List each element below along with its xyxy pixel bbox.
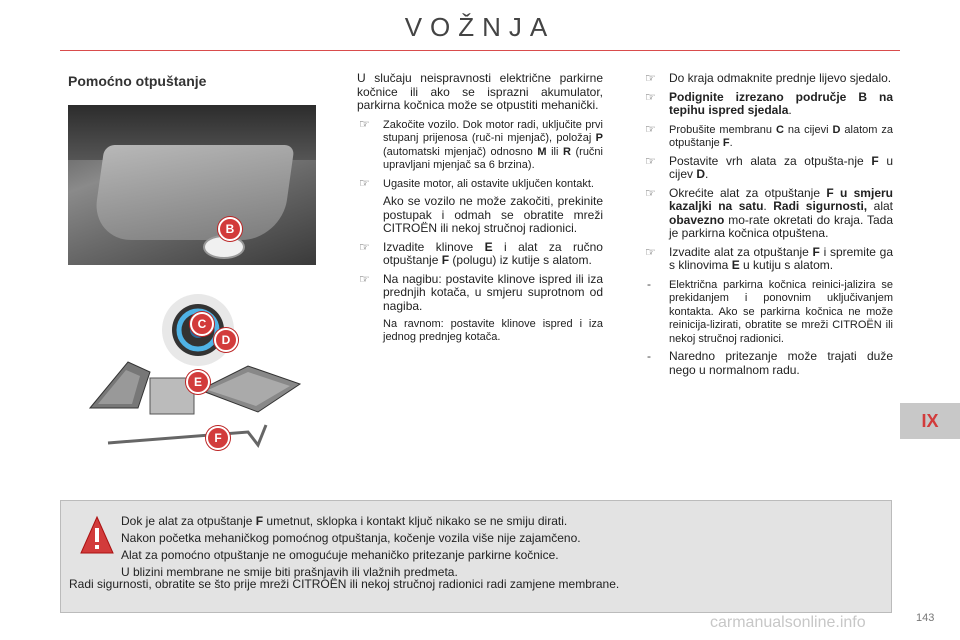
label-d-badge: D	[214, 328, 238, 352]
hand-pointer-icon: ☞	[359, 175, 370, 190]
warning-line-2: Nakon početka mehaničkog pomoćnog otpuštanja, kočenje vozila više nije zajamčeno.	[121, 531, 581, 545]
note-next-tightening: - Naredno pritezanje može trajati duže nego u normalnom radu.	[647, 349, 893, 377]
warning-line-5: Radi sigurnosti, obratite se što prije mreži CITROËN ili nekoj stručnoj radionici radi zamjene membrane.	[69, 577, 620, 591]
carpet-photo	[68, 105, 316, 265]
watermark: carmanualsonline.info	[710, 614, 866, 631]
note-reinitialize: - Električna parkirna kočnica reinici-jalizira se prekidanjem i ponovnim uključivanjem kontakta. Ako se parkirna kočnica ne može reinicija-lizirati, obratite se mreži CITROËN ili nekoj stručnoj radionici.	[647, 276, 893, 345]
warning-box	[60, 500, 892, 613]
hand-pointer-icon: ☞	[359, 239, 370, 254]
step-turn-tool: ☞ Okrećite alat za otpuštanje F u smjeru kazaljki na satu. Radi sigurnosti, alat obavezno mo-rate okretati do kraja. Tada je parkirna kočnica otpuštena.	[645, 185, 893, 240]
hand-pointer-icon: ☞	[645, 71, 656, 85]
release-tool	[108, 425, 266, 445]
instructions-column-2	[643, 72, 893, 382]
intro-paragraph: U slučaju neispravnosti električne parkirne kočnice ili ako se isprazni akumulator, parkirna kočnica može se otpustiti mehanički.	[357, 71, 603, 112]
photo-carpet-flap	[91, 145, 294, 240]
hand-pointer-icon: ☞	[645, 121, 656, 136]
hand-pointer-icon: ☞	[645, 244, 656, 259]
warning-line-3: Alat za pomoćno otpuštanje ne omogućuje mehaničko pritezanje parkirne kočnice.	[121, 548, 559, 562]
warning-line-1: Dok je alat za otpuštanje F umetnut, sklopka i kontakt ključ nikako se ne smiju dirati.	[121, 514, 568, 528]
step-remove-tool: ☞ Izvadite alat za otpuštanje F i spremite ga s klinovima E u kutiju s alatom.	[645, 244, 894, 272]
tools-illustration	[68, 280, 316, 470]
note-cannot-brake: Ako se vozilo ne može zakočiti, prekinite postupak i odmah se obratite mreži CITROËN ili nekoj stručnoj radionici.	[383, 194, 603, 235]
chapter-tab: IX	[900, 403, 960, 439]
note-flat-ground: Na ravnom: postavite klinove ispred i iza jednog prednjeg kotača.	[383, 318, 603, 343]
step-lift-carpet: ☞ Podignite izrezano područje B na tepihu ispred sjedala.	[645, 89, 893, 117]
label-b-badge: B	[218, 217, 242, 241]
label-f-badge: F	[206, 426, 230, 450]
hand-pointer-icon: ☞	[645, 89, 656, 104]
hand-pointer-icon: ☞	[359, 116, 370, 131]
warning-icon	[79, 515, 115, 555]
step-slope-wedges: ☞ Na nagibu: postavite klinove ispred ili iza prednjih kotača, u smjeru suprotnom od nagiba.	[359, 271, 603, 313]
page-number: 143	[916, 612, 935, 624]
instructions-column-1	[357, 72, 603, 348]
step-engine-off: ☞ Ugasite motor, ali ostavite uključen kontakt.	[359, 175, 594, 190]
step-remove-wedges: ☞ Izvadite klinove E i alat za ručno otpuštanje F (polugu) iz kutije s alatom.	[359, 239, 603, 267]
title-divider	[60, 50, 900, 51]
warning-line-4: U blizini membrane ne smije biti prašnjavih ili vlažnih predmeta.	[121, 565, 458, 579]
step-brake-vehicle: ☞ Zakočite vozilo. Dok motor radi, uključite prvi stupanj prijenosa (ruč-ni mjenjač), položaj P (automatski mjenjač) odnosno M ili R (ručni upravljani mjenjač sa 6 brzina).	[359, 116, 603, 171]
label-c-badge: C	[190, 312, 214, 336]
label-e-badge: E	[186, 370, 210, 394]
step-move-seat: ☞ Do kraja odmaknite prednje lijevo sjedalo.	[645, 71, 892, 85]
section-heading: Pomoćno otpuštanje	[68, 73, 207, 89]
step-insert-tool: ☞ Postavite vrh alata za otpušta-nje F u cijev D.	[645, 153, 893, 181]
hand-pointer-icon: ☞	[645, 153, 656, 168]
hand-pointer-icon: ☞	[645, 185, 656, 200]
warning-lines	[121, 513, 581, 581]
hand-pointer-icon: ☞	[359, 271, 370, 286]
dash-marker: -	[647, 276, 651, 291]
page-title: VOŽNJA	[404, 12, 556, 42]
dash-marker: -	[647, 349, 651, 363]
step-pierce-membrane: ☞ Probušite membranu C na cijevi D alatom za otpuštanje F.	[645, 121, 893, 149]
